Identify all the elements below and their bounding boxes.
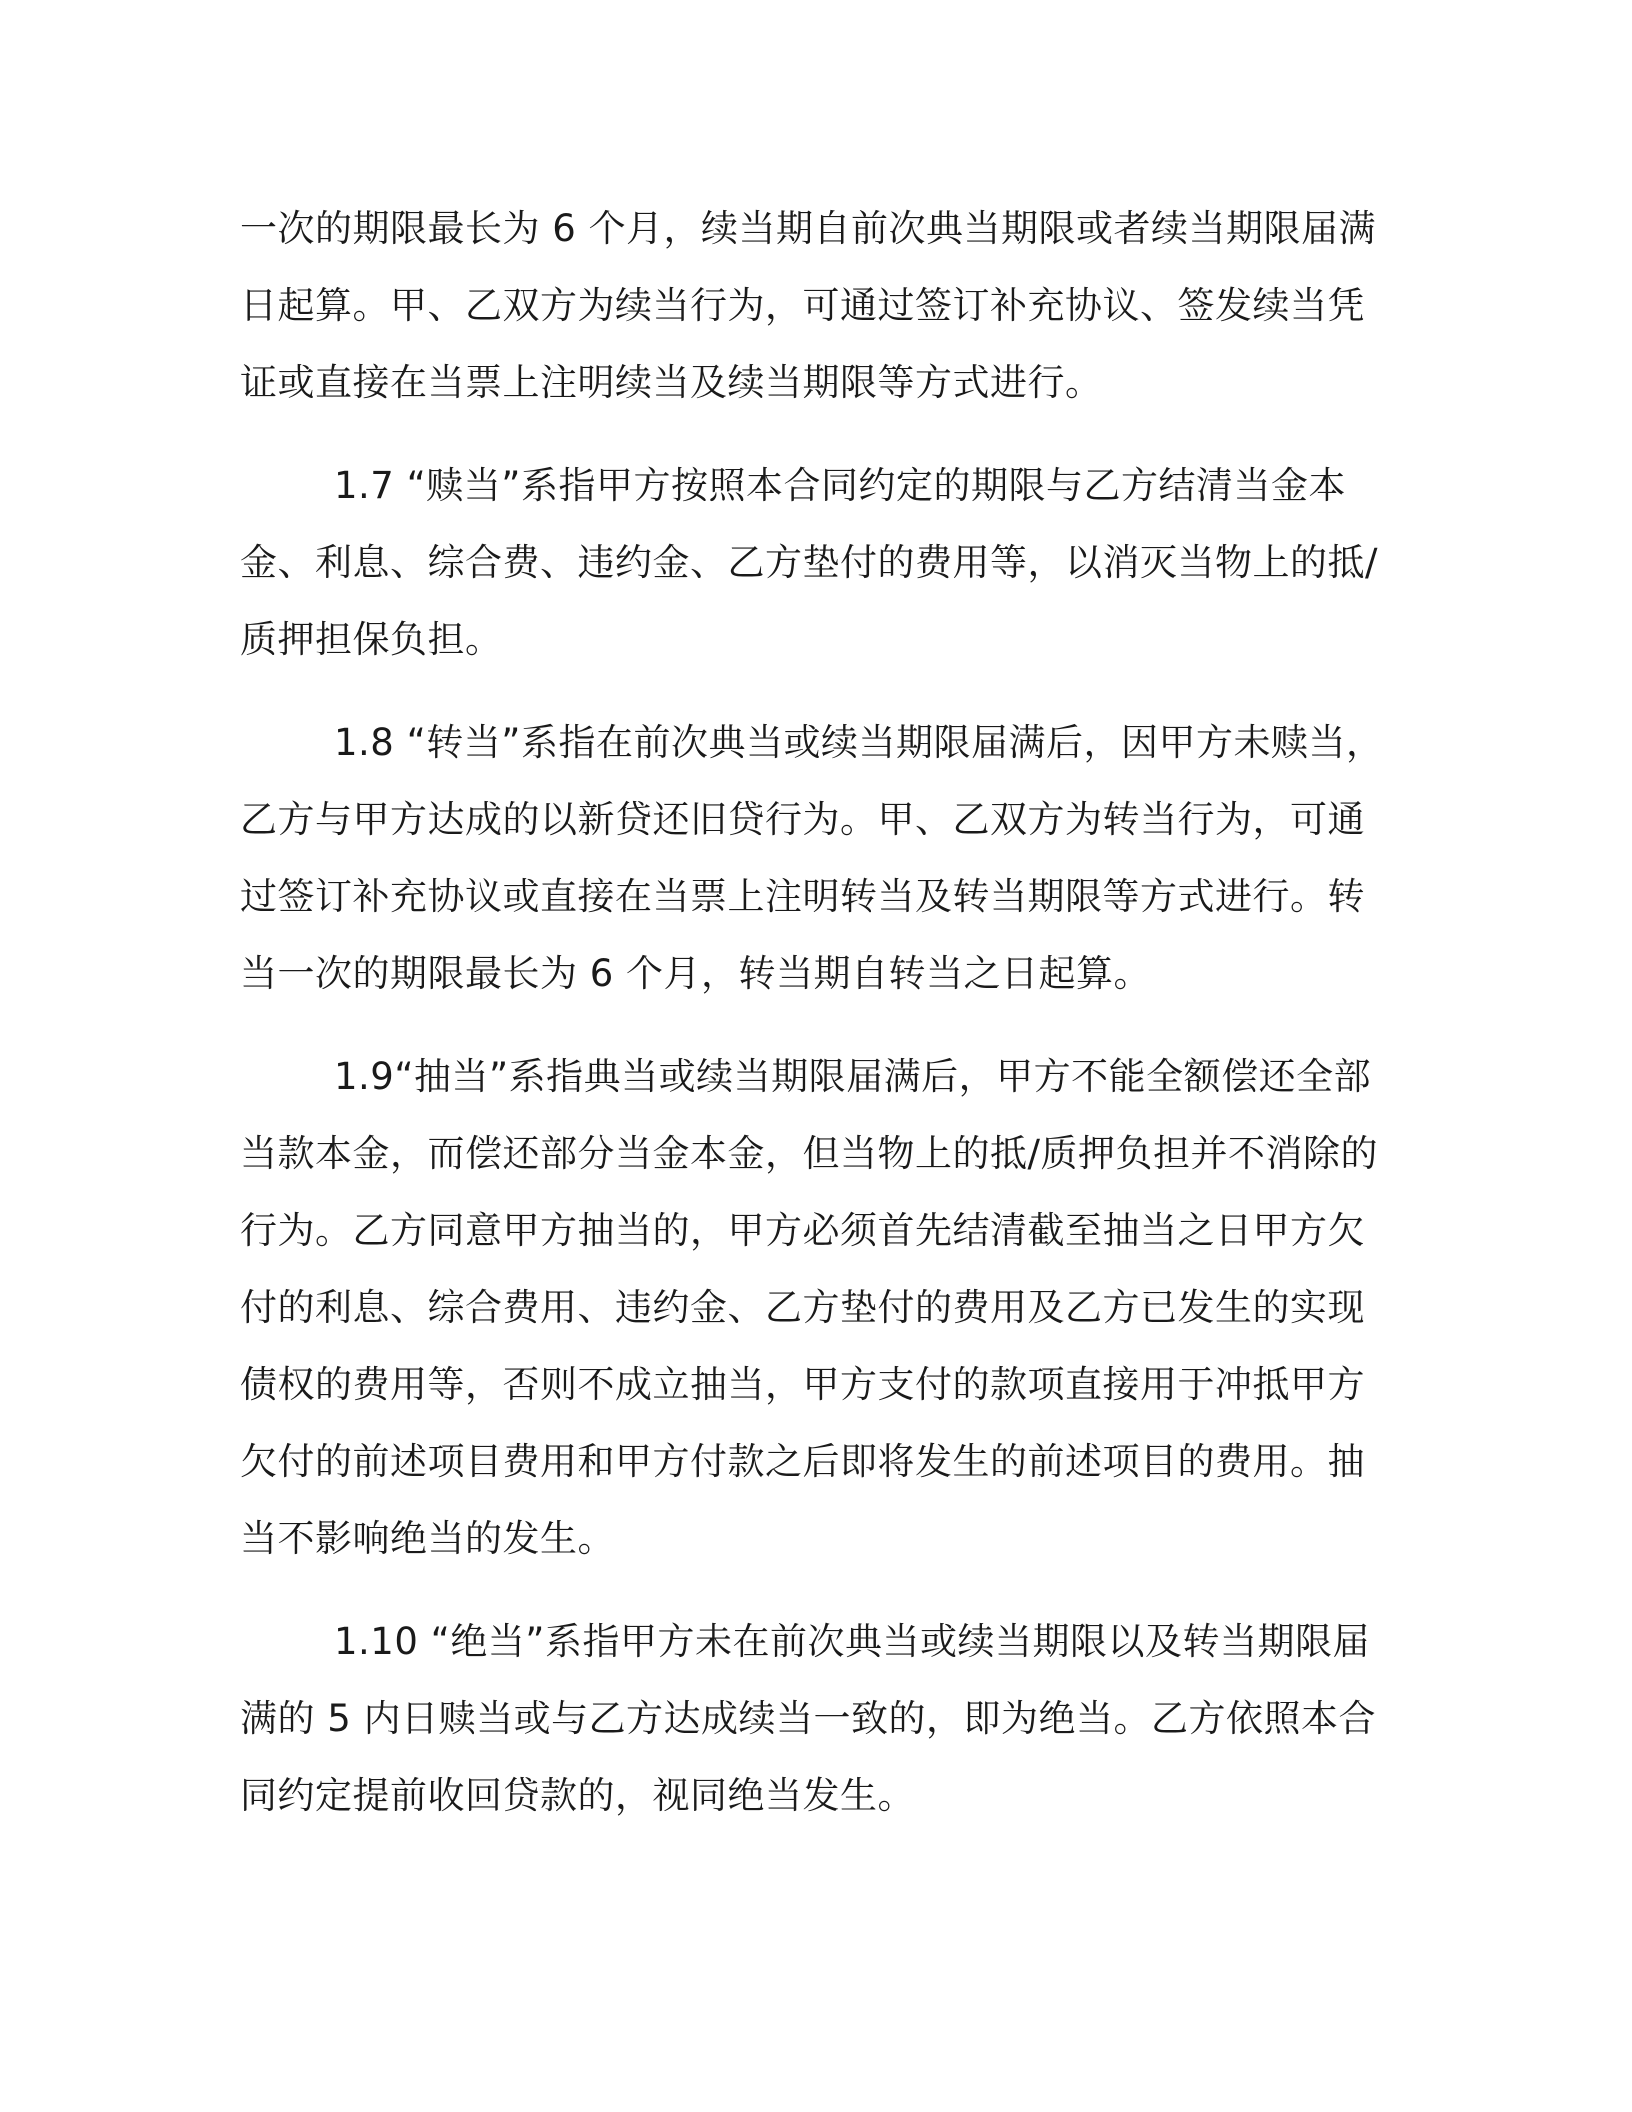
- paragraph-clause-1-10: 1.10 “绝当”系指甲方未在前次典当或续当期限以及转当期限届满的 5 内日赎当或与乙方达成续当一致的，即为绝当。乙方依照本合同约定提前收回贷款的，视同绝当发生。: [240, 1620, 1377, 1817]
- paragraph-clause-1-9: 1.9“抽当”系指典当或续当期限届满后，甲方不能全额偿还全部当款本金，而偿还部分当金本金，但当物上的抵/质押负担并不消除的行为。乙方同意甲方抽当的，甲方必须首先结清截至抽当之日甲方欠付的利息、综合费用、违约金、乙方垫付的费用及乙方已发生的实现债权的费用等，否则不成立抽当，甲方支付的款项直接用于冲抵甲方欠付的前述项目费用和甲方付款之后即将发生的前述项目的费用。抽当不影响绝当的发生。: [240, 1055, 1378, 1560]
- paragraph-clause-1-7: 1.7 “赎当”系指甲方按照本合同约定的期限与乙方结清当金本金、利息、综合费、违约金、乙方垫付的费用等，以消灭当物上的抵/质押担保负担。: [240, 464, 1378, 661]
- paragraph-continuation: 一次的期限最长为 6 个月，续当期自前次典当期限或者续当期限届满日起算。甲、乙双方为续当行为，可通过签订补充协议、签发续当凭证或直接在当票上注明续当及续当期限等方式进行。: [240, 207, 1377, 404]
- paragraph-clause-1-8: 1.8 “转当”系指在前次典当或续当期限届满后，因甲方未赎当，乙方与甲方达成的以新贷还旧贷行为。甲、乙双方为转当行为，可通过签订补充协议或直接在当票上注明转当及转当期限等方式进行。转当一次的期限最长为 6 个月，转当期自转当之日起算。: [240, 721, 1384, 995]
- document-body: [240, 190, 1400, 1860]
